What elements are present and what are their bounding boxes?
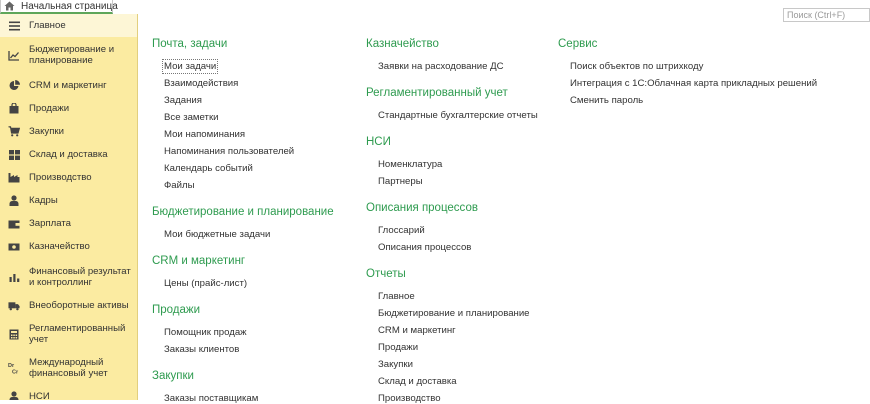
sidebar-item-warehouse[interactable]: [0, 143, 138, 166]
link-partners[interactable]: Партнеры: [378, 176, 423, 187]
link-report-production[interactable]: Производство: [378, 393, 441, 404]
link-user-reminders[interactable]: Напоминания пользователей: [164, 146, 295, 157]
link-cloud-map-integration[interactable]: Интеграция с 1С:Облачная карта прикладных решений: [570, 78, 818, 89]
link-change-password[interactable]: Сменить пароль: [570, 95, 644, 106]
sidebar-item-salary[interactable]: [0, 212, 138, 235]
sidebar-item-label: Зарплата: [29, 218, 72, 229]
sidebar-item-production[interactable]: [0, 166, 138, 189]
link-nomenclature[interactable]: Номенклатура: [378, 159, 443, 170]
sidebar-item-regulated-accounting[interactable]: [0, 320, 138, 348]
calculator-icon: [8, 328, 20, 340]
sidebar-item-crm[interactable]: [0, 74, 138, 97]
link-my-tasks[interactable]: Мои задачи: [164, 61, 217, 72]
section-title-crm: CRM и маркетинг: [152, 255, 246, 267]
sidebar-item-international-accounting[interactable]: [0, 354, 138, 382]
tab-strip: [0, 0, 870, 14]
home-icon: [4, 0, 15, 12]
section-title-sales: Продажи: [152, 304, 201, 316]
search-input[interactable]: [783, 8, 870, 22]
link-event-calendar[interactable]: Календарь событий: [164, 163, 253, 174]
sidebar-item-fixed-assets[interactable]: [0, 294, 138, 317]
dr-cr-icon: [8, 362, 20, 374]
tab-home-label: Начальная страница: [21, 0, 118, 12]
sidebar-item-financial-result[interactable]: [0, 263, 138, 291]
sidebar-item-budgeting[interactable]: [0, 42, 138, 68]
sidebar-item-label: Финансовый результат и контроллинг: [29, 266, 131, 288]
cash-icon: [8, 241, 20, 253]
section-title-budgeting: Бюджетирование и планирование: [152, 206, 334, 218]
person-card-icon: [8, 390, 20, 400]
section-title-service: Сервис: [558, 38, 598, 50]
bar-chart-icon: [8, 271, 20, 283]
link-report-warehouse[interactable]: Склад и доставка: [378, 376, 457, 387]
sidebar-item-label: Международный финансовый учет: [29, 357, 108, 379]
sidebar-item-main[interactable]: [0, 14, 138, 37]
link-standard-reports[interactable]: Стандартные бухгалтерские отчеты: [378, 110, 538, 121]
sidebar-item-label: НСИ: [29, 390, 50, 400]
svg-text:Dr: Dr: [8, 363, 15, 369]
section-title-nsi: НСИ: [366, 136, 391, 148]
sidebar-item-sales[interactable]: [0, 97, 138, 120]
menu-lines-icon: [8, 20, 20, 32]
wallet-icon: [8, 218, 20, 230]
link-sales-assistant[interactable]: Помощник продаж: [164, 327, 247, 338]
cart-icon: [8, 126, 20, 138]
section-title-mail-tasks: Почта, задачи: [152, 38, 228, 50]
section-title-regulated-accounting: Регламентированный учет: [366, 87, 508, 99]
section-title-purchases: Закупки: [152, 370, 194, 382]
sidebar-item-label: Склад и доставка: [29, 149, 108, 160]
sidebar-item-label: Внеоборотные активы: [29, 300, 129, 311]
pie-icon: [8, 80, 20, 92]
link-my-budget-tasks[interactable]: Мои бюджетные задачи: [164, 229, 271, 240]
section-title-process-descriptions: Описания процессов: [366, 202, 478, 214]
sidebar-item-purchases[interactable]: [0, 120, 138, 143]
link-barcode-search[interactable]: Поиск объектов по штрихкоду: [570, 61, 704, 72]
sidebar-item-label: CRM и маркетинг: [29, 80, 107, 91]
sidebar-item-treasury[interactable]: [0, 235, 138, 258]
link-report-purchases[interactable]: Закупки: [378, 359, 413, 370]
link-report-sales[interactable]: Продажи: [378, 342, 419, 353]
sidebar-item-label: Главное: [29, 20, 66, 31]
link-my-reminders[interactable]: Мои напоминания: [164, 129, 246, 140]
sidebar-item-label: Регламентированный учет: [29, 323, 126, 345]
link-process-descriptions[interactable]: Описания процессов: [378, 242, 472, 253]
factory-icon: [8, 172, 20, 184]
svg-text:Cr: Cr: [12, 369, 19, 374]
sidebar: [0, 14, 138, 400]
sidebar-item-label: Казначейство: [29, 241, 90, 252]
sidebar-item-label: Бюджетирование и планирование: [29, 44, 115, 66]
sidebar-item-personnel[interactable]: [0, 189, 138, 212]
link-supplier-orders[interactable]: Заказы поставщикам: [164, 393, 259, 404]
link-customer-orders[interactable]: Заказы клиентов: [164, 344, 240, 355]
person-icon: [8, 195, 20, 207]
section-title-reports: Отчеты: [366, 268, 406, 280]
link-expense-requests[interactable]: Заявки на расходование ДС: [378, 61, 504, 72]
link-report-budgeting[interactable]: Бюджетирование и планирование: [378, 308, 530, 319]
sidebar-item-label: Закупки: [29, 126, 64, 137]
section-title-treasury: Казначейство: [366, 38, 439, 50]
link-price-list[interactable]: Цены (прайс-лист): [164, 278, 248, 289]
link-files[interactable]: Файлы: [164, 180, 195, 191]
link-report-crm[interactable]: CRM и маркетинг: [378, 325, 456, 336]
truck-icon: [8, 300, 20, 312]
link-all-notes[interactable]: Все заметки: [164, 112, 219, 123]
chart-icon: [8, 49, 20, 61]
sidebar-item-label: Производство: [29, 172, 92, 183]
tab-home[interactable]: [0, 0, 118, 14]
link-report-main[interactable]: Главное: [378, 291, 415, 302]
link-glossary[interactable]: Глоссарий: [378, 225, 425, 236]
link-assignments[interactable]: Задания: [164, 95, 202, 106]
shopping-bag-icon: [8, 103, 20, 115]
sidebar-item-nsi[interactable]: [0, 388, 138, 400]
sidebar-item-label: Продажи: [29, 103, 70, 114]
sidebar-item-label: Кадры: [29, 195, 58, 206]
warehouse-grid-icon: [8, 149, 20, 161]
link-interactions[interactable]: Взаимодействия: [164, 78, 239, 89]
